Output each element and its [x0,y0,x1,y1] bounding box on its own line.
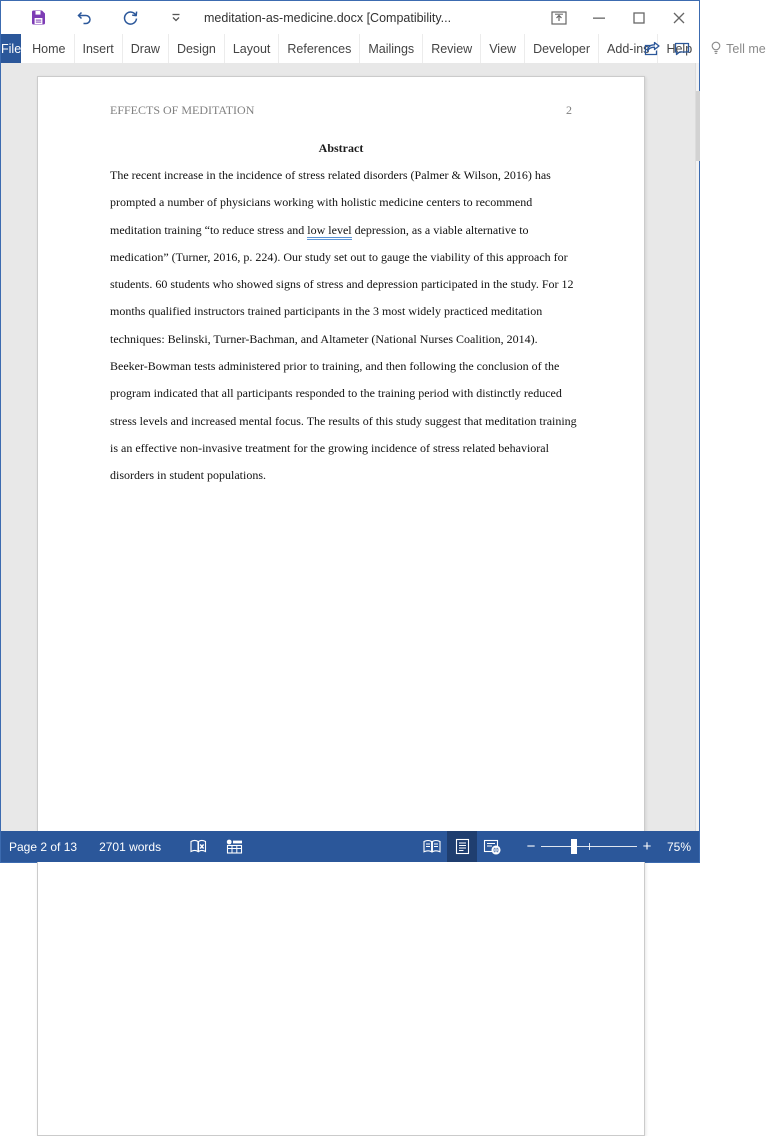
word-count[interactable]: 2701 words [99,839,162,854]
title-bar [1,1,699,34]
zoom-slider-thumb[interactable] [571,839,577,854]
tab-insert[interactable]: Insert [75,34,123,63]
ribbon-tab-row [1,34,766,63]
body-line[interactable]: months qualified instructors trained participants in the 3 most widely practiced meditation [110,304,543,319]
document-canvas [1,63,699,833]
page-header [110,103,572,118]
body-line[interactable]: techniques: Belinski, Turner-Bachman, and Altameter (National Nurses Coalition, 2014). [110,331,538,346]
ribbon-display-options-button[interactable] [539,1,579,34]
close-icon [673,12,685,24]
document-page[interactable] [37,76,645,1136]
print-layout-icon [455,838,470,855]
save-button[interactable] [15,5,61,31]
tab-layout[interactable]: Layout [225,34,280,63]
tab-file[interactable]: File [1,34,21,63]
read-mode-icon [422,839,442,854]
minimize-icon [593,12,605,24]
tab-mailings[interactable]: Mailings [360,34,423,63]
macro-record-icon [226,839,243,854]
undo-button[interactable] [61,5,107,31]
section-title[interactable]: Abstract [318,141,364,155]
tab-help[interactable]: Help [666,41,693,56]
minimize-button[interactable] [579,1,619,34]
comment-icon [674,42,690,56]
maximize-icon [633,12,645,24]
grammar-line-pre: meditation training “to reduce stress and [110,222,308,237]
page-indicator[interactable]: Page 2 of 13 [9,839,78,854]
zoom-slider-center-tick [589,843,590,850]
tab-design[interactable]: Design [169,34,225,63]
body-line[interactable]: medication” (Turner, 2016, p. 224). Our study set out to gauge the viability of this approach for [110,249,568,264]
grammar-underlined-text[interactable]: low level [307,223,351,240]
macro-recording-button[interactable] [226,831,243,862]
scrollbar-thumb[interactable] [696,91,700,161]
document-body-text[interactable] [110,162,577,490]
lightbulb-icon [710,41,722,56]
body-line[interactable]: disorders in student populations. [110,468,266,483]
customize-qat-icon [171,13,181,22]
customize-quick-access-button[interactable] [153,5,199,31]
status-bar-left [1,831,243,862]
quick-access-toolbar [15,5,199,31]
status-bar [1,831,699,862]
redo-button[interactable] [107,5,153,31]
page-number: 2 [566,103,572,117]
zoom-slider[interactable] [541,831,637,862]
redo-icon [122,9,139,26]
ribbon-right-actions [641,34,693,63]
save-icon [31,10,46,25]
vertical-scrollbar[interactable] [695,63,699,833]
zoom-out-button[interactable]: − [526,838,536,855]
body-line[interactable]: students. 60 students who showed signs of stress and depression participated in the study. For 12 [110,277,574,292]
status-bar-right [417,831,691,862]
share-icon [644,41,661,56]
document-title: meditation-as-medicine.docx [Compatibility... [204,10,452,25]
grammar-line-post: depression, as a viable alternative to [351,222,529,237]
tab-developer[interactable]: Developer [525,34,599,63]
window-controls [539,1,699,34]
body-line[interactable]: prompted a number of physicians working with holistic medicine centers to recommend [110,195,533,210]
undo-icon [76,10,93,26]
tab-review[interactable]: Review [423,34,481,63]
close-button[interactable] [659,1,699,34]
tab-add-ins[interactable]: Add-ins [599,34,658,63]
read-mode-button[interactable] [417,831,447,862]
web-layout-icon [483,839,501,855]
print-layout-button[interactable] [447,831,477,862]
share-button[interactable] [641,38,663,60]
tab-references[interactable]: References [279,34,360,63]
body-line-with-grammar-mark[interactable] [110,217,572,244]
comments-button[interactable] [671,38,693,60]
running-head: EFFECTS OF MEDITATION [110,103,255,117]
ribbon-tabs [24,34,700,63]
body-line[interactable]: Beeker-Bowman tests administered prior to training, and then following the conclusion of the [110,359,560,374]
maximize-button[interactable] [619,1,659,34]
tab-draw[interactable]: Draw [123,34,169,63]
ribbon-display-options-icon [551,11,567,25]
zoom-level[interactable]: 75% [666,839,691,854]
web-layout-button[interactable] [477,831,507,862]
zoom-controls [521,831,691,862]
proofing-errors-icon [189,839,208,854]
tab-home[interactable]: Home [24,34,74,63]
body-line[interactable]: program indicated that all participants responded to the training period with distinctly reduced [110,386,562,401]
body-line[interactable]: stress levels and increased mental focus. The results of this study suggest that meditation training [110,413,577,428]
zoom-in-button[interactable]: + [642,838,652,855]
tab-view[interactable]: View [481,34,525,63]
tell-me-button[interactable] [710,34,766,63]
body-line[interactable]: is an effective non-invasive treatment for the growing incidence of stress related behavioral [110,440,549,455]
tell-me-label: Tell me [726,41,766,56]
body-line[interactable]: The recent increase in the incidence of stress related disorders (Palmer & Wilson, 2016) has [110,168,551,182]
proofing-status-button[interactable] [189,831,208,862]
